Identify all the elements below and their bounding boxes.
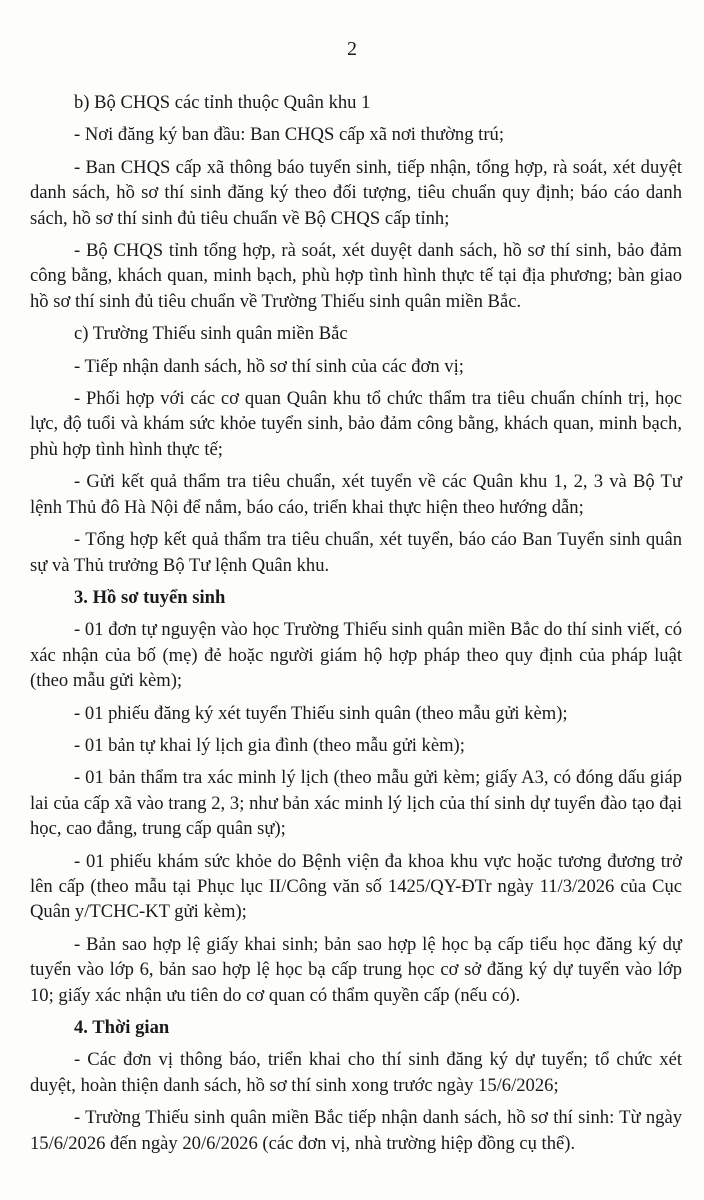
paragraph: - 01 bản tự khai lý lịch gia đình (theo mẫu gửi kèm); (74, 734, 465, 756)
paragraph: - 01 phiếu khám sức khỏe do Bệnh viện đa khoa khu vực hoặc tương đương trở lên cấp (theo mẫu tại Phục lục II/Công văn số 1425/QY-ĐTr ngày 11/3/2026 của Cục Quân y/TCHC-KT gửi kèm); (30, 850, 682, 923)
page-number: 2 (347, 38, 357, 60)
paragraph: - Phối hợp với các cơ quan Quân khu tổ chức thẩm tra tiêu chuẩn chính trị, học lực, độ tuổi và khám sức khỏe tuyển sinh, bảo đảm công bằng, khách quan, minh bạch, phù hợp tình hình thực tế; (30, 388, 682, 460)
paragraph: - 01 đơn tự nguyện vào học Trường Thiếu sinh quân miền Bắc do thí sinh viết, có xác nhận của bố (mẹ) đẻ hoặc người giám hộ hợp pháp theo quy định của pháp luật (theo mẫu gửi kèm); (30, 619, 682, 692)
section-3-heading: 3. Hồ sơ tuyển sinh (74, 586, 226, 608)
paragraph: - Các đơn vị thông báo, triển khai cho thí sinh đăng ký dự tuyển; tổ chức xét duyệt, hoàn thiện danh sách, hồ sơ thí sinh xong trước ngày 15/6/2026; (30, 1049, 682, 1096)
subsection-c-title: c) Trường Thiếu sinh quân miền Bắc (74, 323, 348, 345)
paragraph: - Ban CHQS cấp xã thông báo tuyển sinh, tiếp nhận, tổng hợp, rà soát, xét duyệt danh sách, hồ sơ thí sinh đăng ký theo đối tượng, tiêu chuẩn quy định; báo cáo danh sách, hồ sơ thí sinh đủ tiêu chuẩn về Bộ CHQS cấp tỉnh; (30, 156, 682, 229)
paragraph: - 01 bản thẩm tra xác minh lý lịch (theo mẫu gửi kèm; giấy A3, có đóng dấu giáp lai của cấp xã vào trang 2, 3; như bản xác minh lý lịch của thí sinh dự tuyển đào tạo đại học, cao đẳng, trung cấp quân sự); (30, 767, 682, 840)
paragraph: - Tiếp nhận danh sách, hồ sơ thí sinh của các đơn vị; (74, 355, 464, 377)
paragraph: - Bản sao hợp lệ giấy khai sinh; bản sao hợp lệ học bạ cấp tiểu học đăng ký dự tuyển vào lớp 6, bản sao hợp lệ học bạ cấp trung học cơ sở đăng ký dự tuyển vào lớp 10; giấy xác nhận ưu tiên do cơ quan có thẩm quyền cấp (nếu có). (30, 933, 682, 1006)
paragraph: - 01 phiếu đăng ký xét tuyển Thiếu sinh quân (theo mẫu gửi kèm); (74, 702, 568, 724)
paragraph: - Tổng hợp kết quả thẩm tra tiêu chuẩn, xét tuyển, báo cáo Ban Tuyển sinh quân sự và Thủ trưởng Bộ Tư lệnh Quân khu. (30, 529, 682, 576)
subsection-b-title: b) Bộ CHQS các tỉnh thuộc Quân khu 1 (74, 92, 371, 113)
paragraph: - Gửi kết quả thẩm tra tiêu chuẩn, xét tuyển về các Quân khu 1, 2, 3 và Bộ Tư lệnh Thủ đô Hà Nội để nắm, báo cáo, triển khai thực hiện theo hướng dẫn; (30, 471, 682, 518)
paragraph: - Trường Thiếu sinh quân miền Bắc tiếp nhận danh sách, hồ sơ thí sinh: Từ ngày 15/6/2026 đến ngày 20/6/2026 (các đơn vị, nhà trường hiệp đồng cụ thể). (30, 1107, 682, 1154)
section-4-heading: 4. Thời gian (74, 1017, 170, 1038)
paragraph: - Bộ CHQS tỉnh tổng hợp, rà soát, xét duyệt danh sách, hồ sơ thí sinh, bảo đảm công bằng, khách quan, minh bạch, phù hợp tình hình thực tế tại địa phương; bàn giao hồ sơ thí sinh đủ tiêu chuẩn về Trường Thiếu sinh quân miền Bắc. (30, 240, 682, 312)
document-body (30, 90, 682, 1163)
paragraph: - Nơi đăng ký ban đầu: Ban CHQS cấp xã nơi thường trú; (74, 124, 504, 146)
